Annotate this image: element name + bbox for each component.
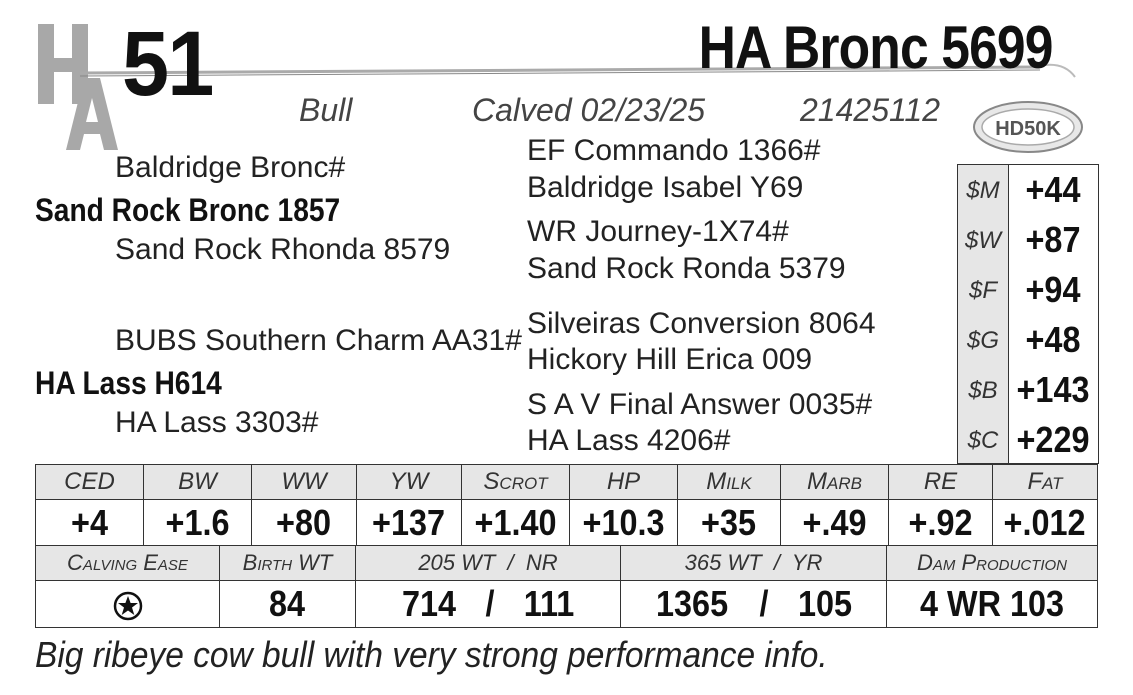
hd50k-badge [972, 100, 1084, 154]
sire-dam-dam: Sand Rock Ronda 5379 [527, 252, 846, 285]
index-label: $F [968, 277, 997, 304]
sire-sire: Baldridge Bronc# [115, 151, 346, 184]
wt365-value: 1365 [656, 583, 729, 624]
calved-date: Calved 02/23/25 [472, 92, 706, 128]
epd-header-yw: YW [357, 465, 462, 500]
epd-header-re: RE [889, 465, 993, 500]
calving-ease-cell [36, 581, 220, 628]
index-value: +87 [1025, 219, 1081, 260]
dam-dam-sire: S A V Final Answer 0035# [527, 388, 873, 421]
index-value: +229 [1016, 419, 1090, 460]
index-row-c [958, 415, 1098, 465]
nr-value: 111 [523, 583, 575, 624]
dam-sire-sire: Silveiras Conversion 8064 [527, 307, 876, 340]
perf-header-dam-production: Dam Production [887, 546, 1098, 581]
epd-value-marb: +.49 [802, 502, 867, 543]
epd-value-ww: +80 [276, 502, 332, 543]
index-value: +143 [1016, 369, 1090, 410]
index-table [957, 164, 1099, 464]
epd-header-milk: Milk [678, 465, 781, 500]
performance-table [35, 545, 1098, 628]
index-label: $M [966, 177, 1000, 204]
wt205-value: 714 [401, 583, 456, 624]
epd-header-ww: WW [252, 465, 357, 500]
sire-dam-sire: WR Journey-1X74# [527, 215, 789, 248]
birth-wt-value: 84 [269, 583, 306, 624]
epd-header-ced: CED [36, 465, 144, 500]
dam-dam: HA Lass 3303# [115, 406, 319, 439]
index-row-m [958, 165, 1098, 215]
sex-label: Bull [299, 92, 353, 128]
perf-header-birth-wt: Birth WT [220, 546, 356, 581]
index-value: +44 [1025, 169, 1081, 210]
epd-table [35, 464, 1098, 547]
epd-header-hp: HP [570, 465, 678, 500]
dam-sire: BUBS Southern Charm AA31# [115, 324, 522, 357]
index-row-g [958, 315, 1098, 365]
index-label: $G [966, 327, 999, 354]
epd-value-ced: +4 [71, 502, 108, 543]
epd-value-bw: +1.6 [165, 502, 230, 543]
perf-header-365: 365 WT / YR [621, 546, 887, 581]
index-label: $C [967, 427, 999, 454]
epd-value-fat: +.012 [1004, 502, 1086, 543]
sire: Sand Rock Bronc 1857 [35, 192, 341, 228]
badge-text: HD50K [995, 118, 1061, 140]
index-row-b [958, 365, 1098, 415]
wt205-separator: / [485, 583, 495, 624]
index-label: $B [968, 377, 998, 404]
comment-text: Big ribeye cow bull with very strong performance info. [35, 634, 828, 675]
index-value: +48 [1025, 319, 1081, 360]
index-row-w [958, 215, 1098, 265]
index-value: +94 [1025, 269, 1081, 310]
perf-header-205: 205 WT / NR [356, 546, 621, 581]
animal-name: HA Bronc 5699 [699, 14, 1053, 81]
epd-header-bw: BW [144, 465, 252, 500]
yr-value: 105 [797, 583, 852, 624]
sire-sire-dam: Baldridge Isabel Y69 [527, 171, 804, 204]
index-row-f [958, 265, 1098, 315]
epd-header-fat: Fat [993, 465, 1098, 500]
index-label: $W [965, 227, 1001, 254]
dam-sire-dam: Hickory Hill Erica 009 [527, 343, 813, 376]
dam-production-value: 4 WR 103 [919, 583, 1065, 624]
perf-header-calving-ease: Calving Ease [36, 546, 220, 581]
wt365-separator: / [759, 583, 769, 624]
dam: HA Lass H614 [35, 365, 222, 401]
lot-number: 51 [122, 13, 213, 115]
epd-value-re: +.92 [908, 502, 973, 543]
epd-header-marb: Marb [781, 465, 889, 500]
sire-sire-sire: EF Commando 1366# [527, 134, 821, 167]
epd-value-hp: +10.3 [582, 502, 665, 543]
epd-value-milk: +35 [701, 502, 757, 543]
sire-dam: Sand Rock Rhonda 8579 [115, 233, 451, 266]
epd-value-yw: +137 [372, 502, 446, 543]
dam-dam-dam: HA Lass 4206# [527, 424, 731, 457]
registration-number: 21425112 [800, 92, 940, 128]
epd-value-scrot: +1.40 [474, 502, 557, 543]
epd-header-scrot: Scrot [462, 465, 570, 500]
star-circle-icon [113, 591, 143, 621]
